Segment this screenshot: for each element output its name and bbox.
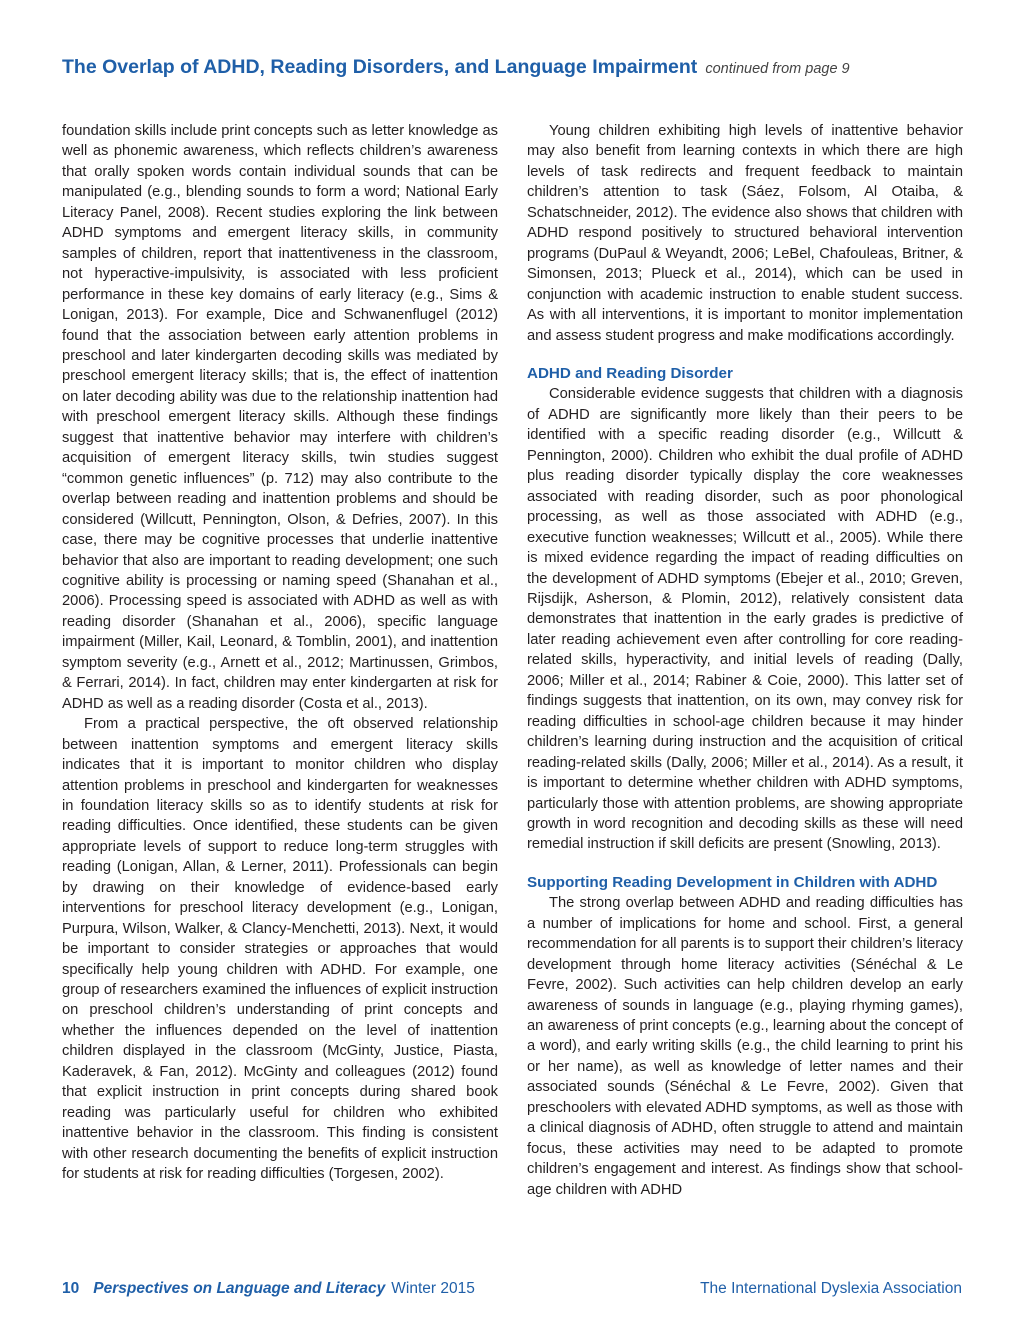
- continued-note: continued from page 9: [705, 61, 850, 77]
- section-heading-supporting-reading: Supporting Reading Development in Children with ADHD: [527, 873, 938, 891]
- article-title: The Overlap of ADHD, Reading Disorders, and Language Impairment: [62, 56, 698, 78]
- left-paragraph-2: From a practical perspective, the oft observed relationship between inattention symptoms and emergent literacy skills indicates that it is important to monitor children who display attention problems in preschool and kindergarten for weaknesses in foundation literacy skills so as to identify students at risk for reading difficulties. Once identified, these students can be given appropriate levels of support to reduce long-term struggles with reading (Lonigan, Allan, & Lerner, 2011). Professionals can begin by drawing on their knowledge of evidence-based early interventions for preschool literacy development (e.g., Lonigan, Purpura, Wilson, Walker, & Clancy-Menchetti, 2013). Next, it would be important to consider strategies or approaches that would specifically help young children with ADHD. For example, one group of researchers examined the influences of explicit instruction on preschool children’s understanding of print concepts and whether the influences depended on the level of inattention children displayed in the classroom (McGinty, Justice, Piasta, Kaderavek, & Fan, 2012). McGinty and colleagues (2012) found that explicit instruction in print concepts during shared book reading was particularly useful for children who exhibited inattentive behavior in the classroom. This finding is consistent with other research documenting the benefits of explicit instruction for students at risk for reading difficulties (Torgesen, 2002).: [62, 716, 498, 1183]
- page-header: [62, 56, 962, 79]
- left-paragraph-1: foundation skills include print concepts such as letter knowledge as well as phonemic awareness, which reflects children’s awareness that orally spoken words contain individual sounds that can be manipulated (e.g., blending sounds to form a word; National Early Literacy Panel, 2008). Recent studies exploring the link between ADHD symptoms and emergent literacy skills, in community samples of children, report that inattentiveness in the classroom, not hyperactive-impulsivity, is associated with less proficient performance in these key domains of early literacy (e.g., Sims & Lonigan, 2013). For example, Dice and Schwanenflugel (2012) found that the association between early attention problems in preschool and later kindergarten decoding skills was mediated by preschool emergent literacy skills; that is, the effect of inattention on later decoding ability was due to the relationship inattention had with preschool emergent literacy skills. Although these findings suggest that inattentive behavior may interfere with children’s acquisition of emergent literacy skills, twin studies suggest “common genetic influences” (p. 712) may also contribute to the overlap between reading and inattention problems and should be considered (Willcutt, Pennington, Olson, & Defries, 2007). In this case, there may be cognitive processes that underlie inattentive behavior that also are important to reading development; one such cognitive ability is processing or naming speed (Shanahan et al., 2006). Processing speed is associated with ADHD as well as with reading disorder (Shanahan et al., 2006), specific language impairment (Miller, Kail, Leonard, & Tomblin, 2001), and inattention symptom severity (e.g., Arnett et al., 2012; Martinussen, Grimbos, & Ferrari, 2014). In fact, children may enter kindergarten at risk for ADHD as well as a reading disorder (Costa et al., 2013).: [62, 123, 498, 712]
- page-number: 10: [62, 1280, 80, 1297]
- page-footer: [62, 1280, 962, 1302]
- right-paragraph-3: The strong overlap between ADHD and reading difficulties has a number of implications for home and school. First, a general recommendation for all parents is to support their children’s literacy development through home literacy activities (Sénéchal & Le Fevre, 2002). Such activities can help children develop an early awareness of sounds in language (e.g., playing rhyming games), an awareness of print concepts (e.g., learning about the concept of a word), and early writing skills (e.g., the child learning to print his or her name), as well as knowledge of letter names and their associated sounds (Sénéchal & Le Fevre, 2002). Given that preschoolers with elevated ADHD symptoms, as well as those with a clinical diagnosis of ADHD, often struggle to attend and maintain focus, these activities may need to be adapted to promote children’s engagement and interest. As findings show that school-age children with ADHD: [527, 895, 963, 1198]
- left-column: [62, 121, 498, 1185]
- right-paragraph-1: Young children exhibiting high levels of inattentive behavior may also benefit from learning contexts in which there are high levels of task redirects and frequent feedback to maintain children’s attention to task (Sáez, Folsom, Al Otaiba, & Schatschneider, 2012). The evidence also shows that children with ADHD respond positively to structured behavioral intervention programs (DuPaul & Weyandt, 2006; LeBel, Chafouleas, Britner, & Simonsen, 2013; Plueck et al., 2014), which can be used in conjunction with academic instruction to enable student success. As with all interventions, it is important to monitor implementation and assess student progress and make modifications accordingly.: [527, 123, 963, 344]
- issue-label: Winter 2015: [391, 1280, 475, 1297]
- section-heading-adhd-reading-disorder: ADHD and Reading Disorder: [527, 364, 733, 382]
- right-paragraph-2: Considerable evidence suggests that children with a diagnosis of ADHD are significantly more likely than their peers to be identified with a specific reading disorder (e.g., Willcutt & Pennington, 2000). Children who exhibit the dual profile of ADHD plus reading disorder typically display the core weaknesses associated with reading disorder, such as poor phonological processing, as well as those associated with ADHD (e.g., executive function weaknesses; Willcutt et al., 2005). While there is mixed evidence regarding the impact of reading difficulties on the development of ADHD symptoms (Ebejer et al., 2010; Greven, Rijsdijk, Asherson, & Plomin, 2012), relatively consistent data demonstrates that inattention in the early grades is predictive of later reading achievement even after controlling for core reading-related skills, hyperactivity, and initial levels of reading (Dally, 2006; Miller et al., 2014; Rabiner & Coie, 2000). This latter set of findings suggests that inattention, on its own, may convey risk for reading difficulties in school-age children because it may hinder children’s learning during instruction and the acquisition of critical reading-related skills (Dally, 2006; Miller et al., 2014). As a result, it is important to determine whether children with ADHD symptoms, particularly those with attention problems, are showing appropriate growth in word recognition and decoding skills as these will need remedial instruction if skill deficits are present (Snowling, 2013).: [527, 386, 963, 853]
- journal-name: Perspectives on Language and Literacy: [93, 1280, 386, 1297]
- right-column: [527, 121, 963, 1200]
- organization-name: The International Dyslexia Association: [700, 1280, 962, 1297]
